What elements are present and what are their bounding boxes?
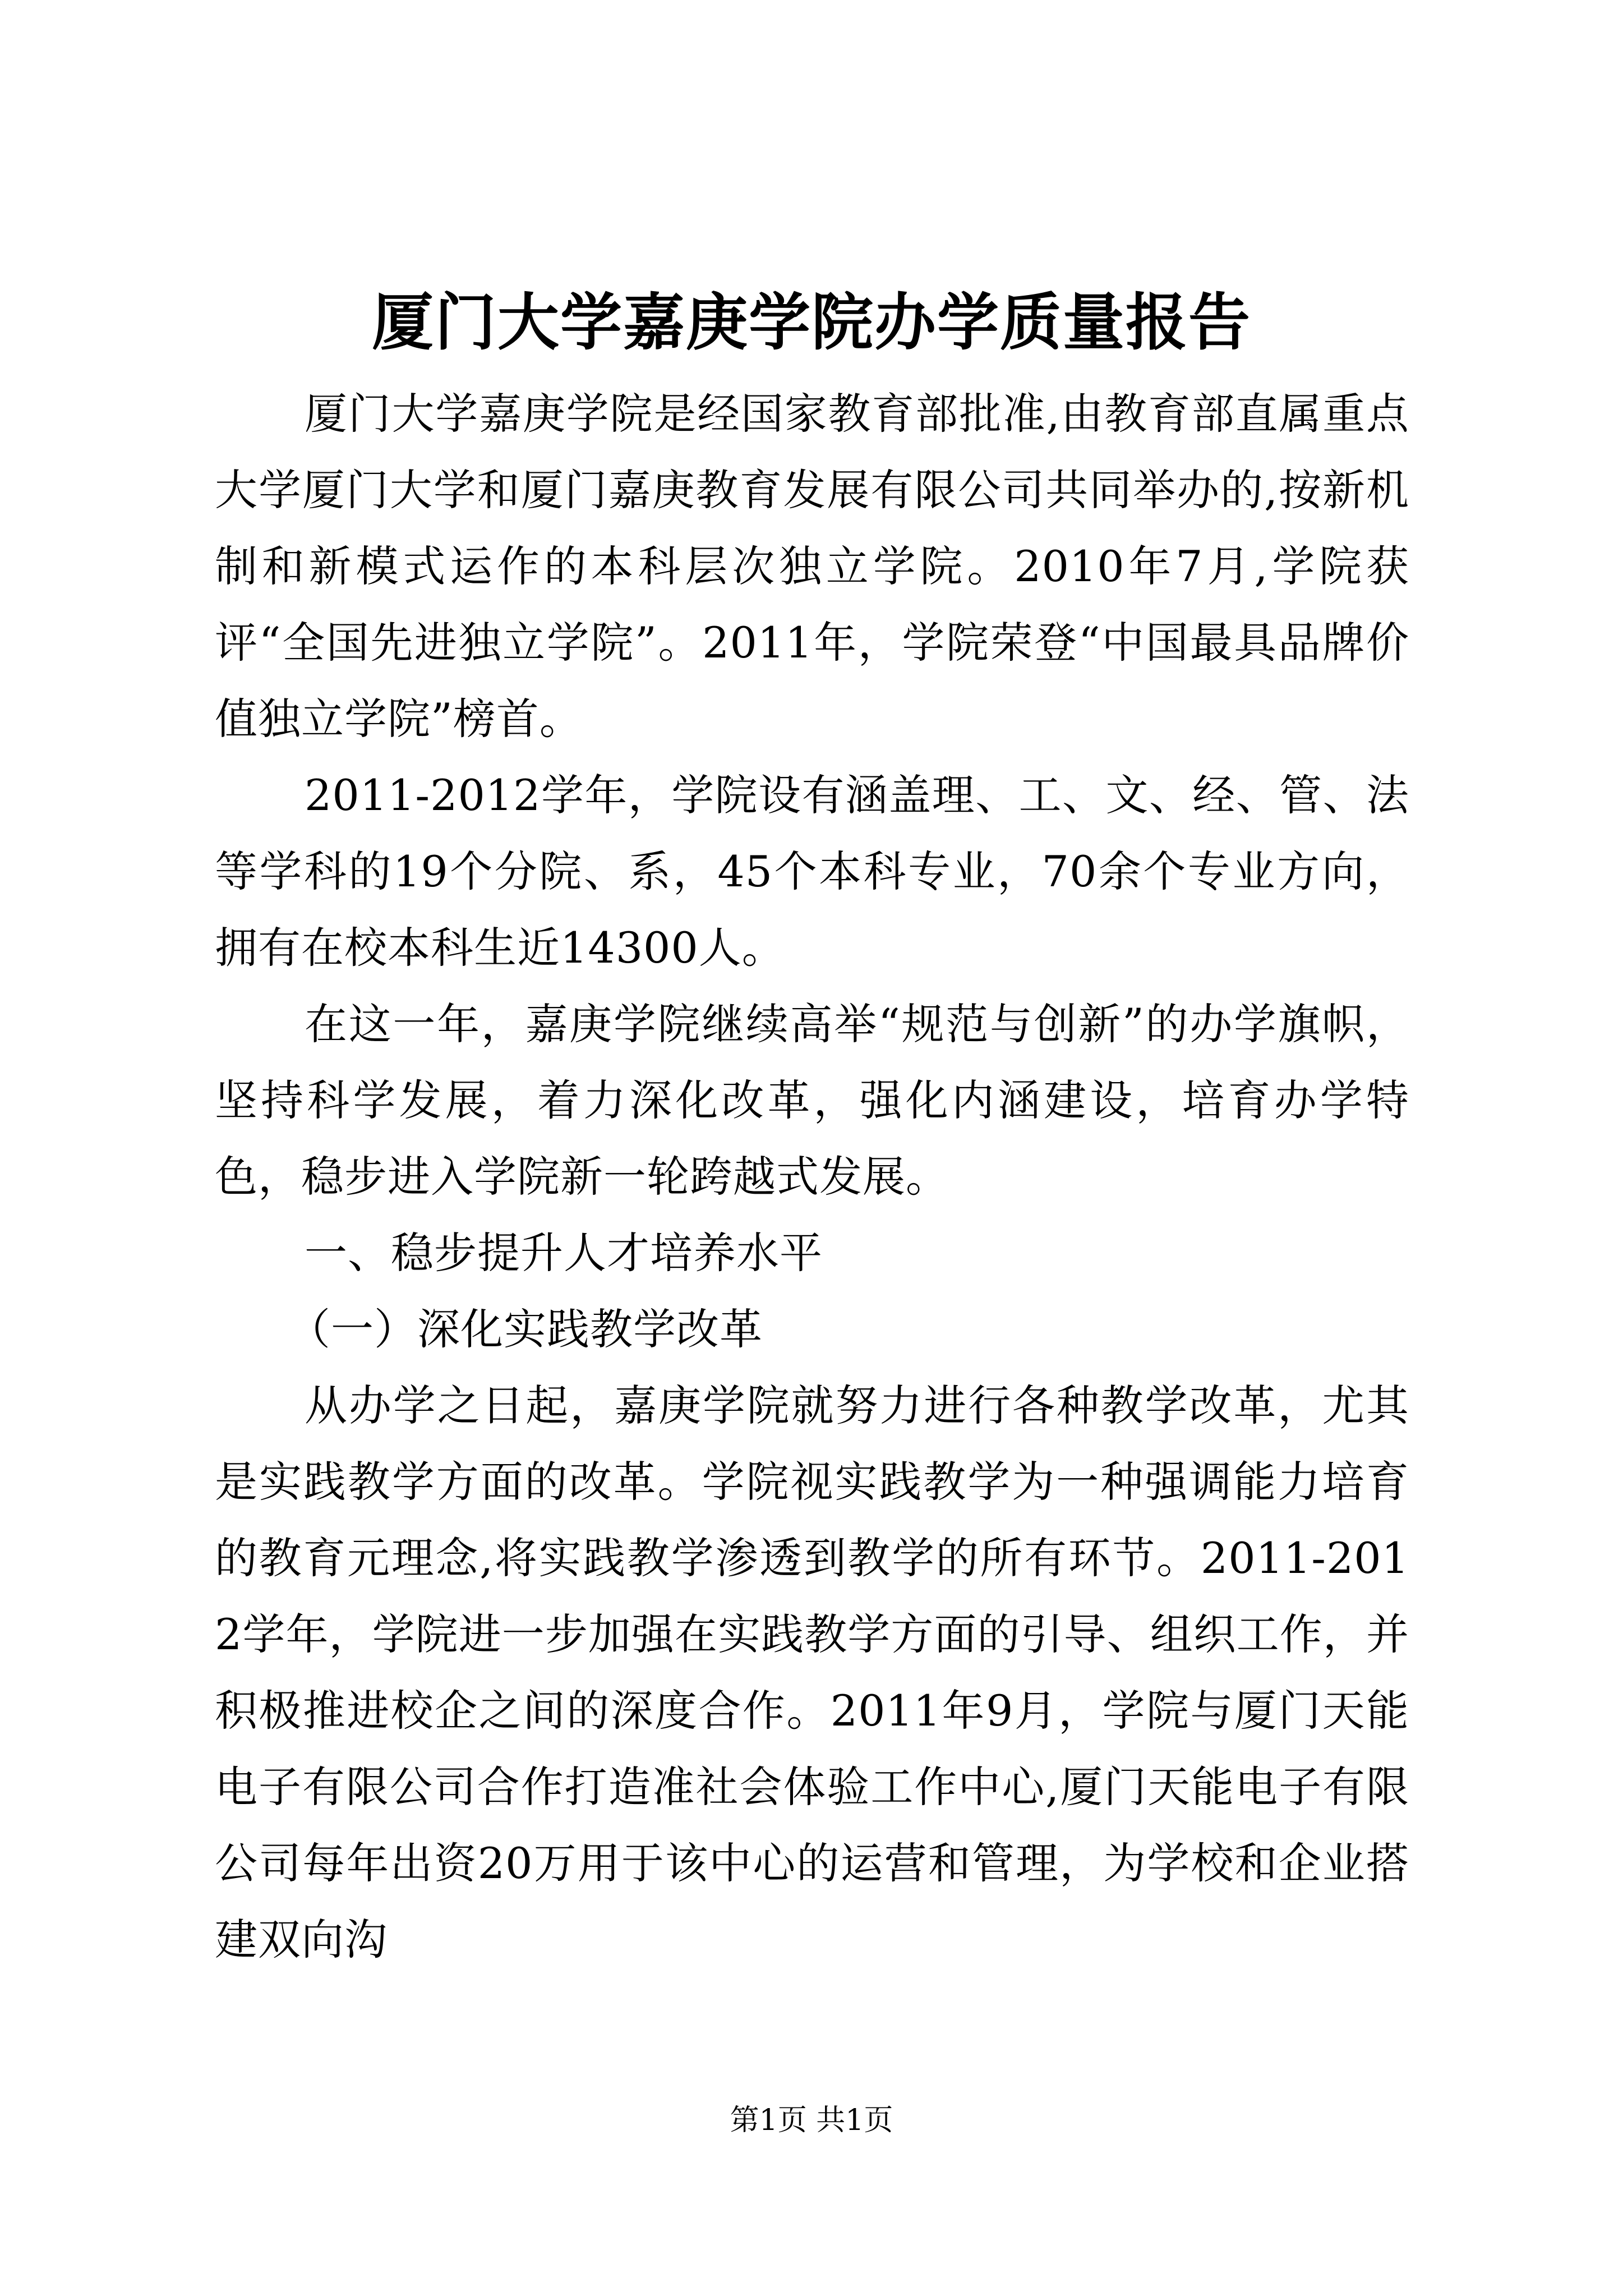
paragraph-intro: 厦门大学嘉庚学院是经国家教育部批准,由教育部直属重点大学厦门大学和厦门嘉庚教育发展有限公司共同举办的,按新机制和新模式运作的本科层次独立学院。2010年7月,学院获评“全国先进独立学院”。2011年，学院荣登“中国最具品牌价值独立学院”榜首。 bbox=[215, 389, 1409, 744]
section-heading: 一、稳步提升人才培养水平 bbox=[305, 1228, 823, 1278]
document-title: 厦门大学嘉庚学院办学质量报告 bbox=[372, 286, 1251, 358]
paragraph-practice-teaching: 从办学之日起，嘉庚学院就努力进行各种教学改革，尤其是实践教学方面的改革。学院视实践教学为一种强调能力培育的教育元理念,将实践教学渗透到教学的所有环节。2011-2012学年，学院进一步加强在实践教学方面的引导、组织工作，并积极推进校企之间的深度合作。2011年9月，学院与厦门天能电子有限公司合作打造准社会体验工作中心,厦门天能电子有限公司每年出资20万用于该中心的运营和管理，为学校和企业搭建双向沟 bbox=[215, 1381, 1409, 1964]
subsection-heading: （一）深化实践教学改革 bbox=[288, 1304, 763, 1354]
paragraph-statistics: 2011-2012学年，学院设有涵盖理、工、文、经、管、法等学科的19个分院、系，45个本科专业，70余个专业方向，拥有在校本科生近14300人。 bbox=[215, 770, 1409, 973]
paragraph-development: 在这一年，嘉庚学院继续高举“规范与创新”的办学旗帜，坚持科学发展，着力深化改革，强化内涵建设，培育办学特色，稳步进入学院新一轮跨越式发展。 bbox=[215, 999, 1409, 1202]
document-body bbox=[215, 376, 1409, 1978]
page-number-footer: 第1页 共1页 bbox=[730, 2104, 893, 2137]
